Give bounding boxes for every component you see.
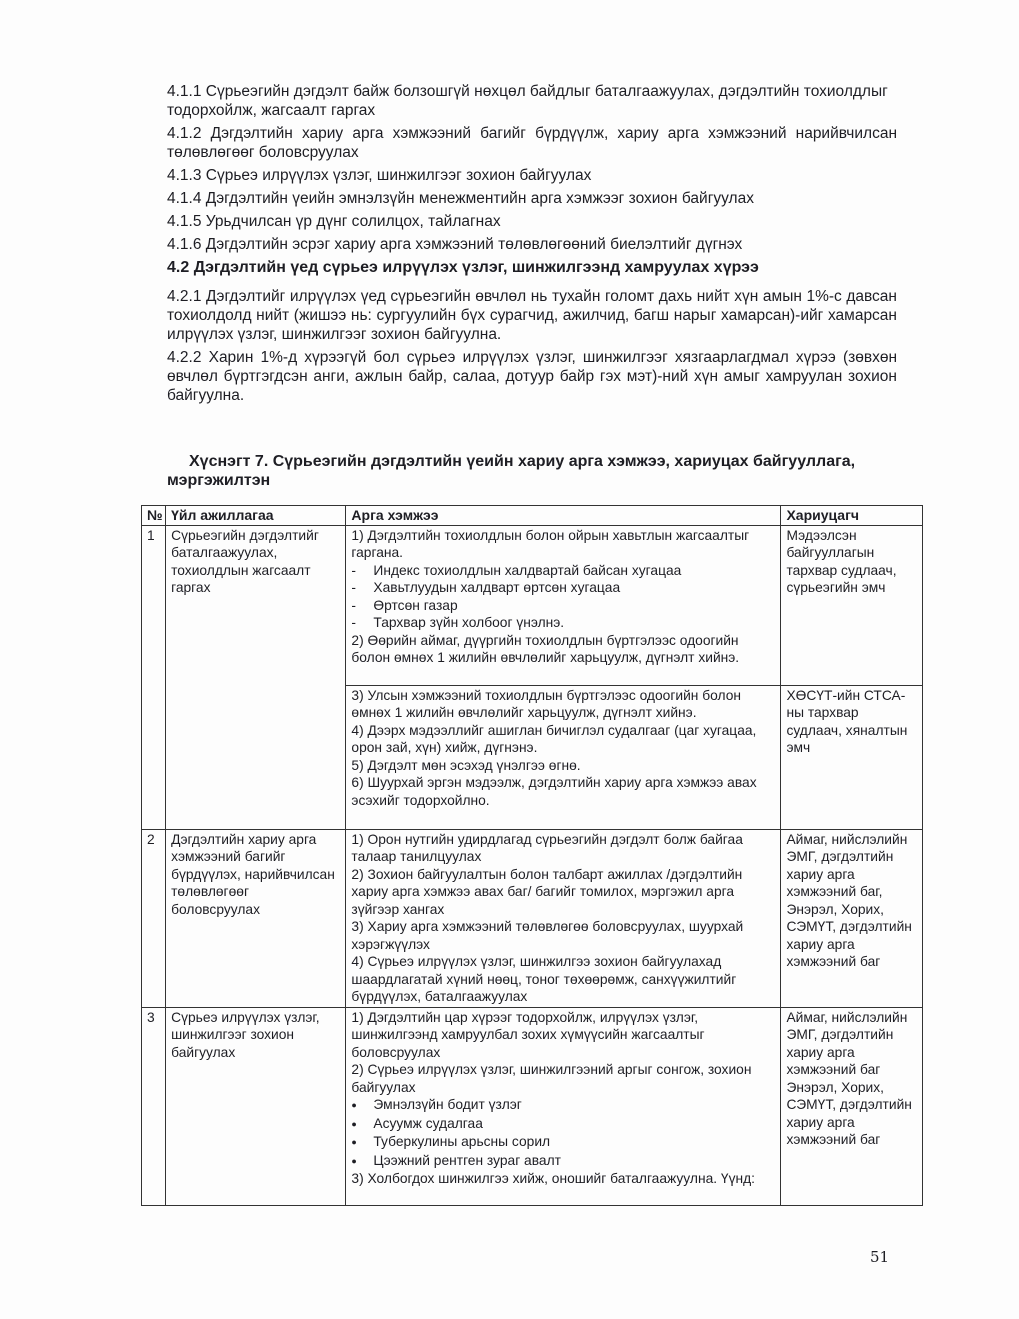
measures-table (141, 505, 923, 1206)
table-row (142, 1007, 923, 1205)
measure-item: 1) Дэгдэлтийн цар хүрээг тодорхойлж, илрүүлэх үзлэг, шинжилгээнд хамруулбал зохих хүмүүсийн жагсаалтыг боловсруулах (351, 1009, 705, 1060)
item-4-1-5: 4.1.5 Урьдчилсан үр дүнг солилцох, тайлагнах (167, 213, 501, 230)
item-4-1-6: 4.1.6 Дэгдэлтийн эсрэг хариу арга хэмжээний төлөвлөгөөний биелэлтийг дүгнэх (167, 236, 743, 253)
paragraph-4-2-1: 4.2.1 Дэгдэлтийг илрүүлэх үед сүрьеэгийн өвчлөл нь тухайн голомт дахь нийт хүн амын 1%-с давсан тохиолдолд нийт (жишээ нь: сургуулийн бүх сурагчид, ажилчид, багш нарыг хамарсан)-ийг хамарсан илрүүлэх үзлэг, шинжилгээг зохион байгуулна. (167, 288, 897, 343)
measure-item: 5) Дэгдэлт мөн эсэхэд үнэлгээ өгнө. (351, 757, 581, 773)
measure-item: 3) Улсын хэмжээний тохиолдлын бүртгэлээс одоогийн болон өмнөх 1 жилийн өвчлөлийг харьцуулж, дүгнэлт хийнэ. (351, 687, 741, 720)
row-measures (346, 525, 781, 685)
row-responsible: Мэдээлсэн байгууллагын тархвар судлаач, сүрьеэгийн эмч (781, 525, 923, 685)
responsible-part: Энэрэл, Хорих, СЭМҮТ, дэгдэлтийн хариу арга хэмжээний баг (786, 1079, 912, 1147)
row-responsible: ХӨСҮТ-ийн СТСА-ны тархвар судлаач, хяналтын эмч (781, 685, 923, 829)
dash-list-item: - Тархвар зүйн холбоог үнэлнэ. (351, 614, 775, 632)
section-heading-4-2: 4.2 Дэгдэлтийн үед сүрьеэ илрүүлэх үзлэг, шинжилгээнд хамруулах хүрээ (167, 259, 759, 276)
bullet-list-item: ● Асуумж судалгаа (351, 1115, 775, 1134)
bullet-list-item: ● Эмнэлзүйн бодит үзлэг (351, 1096, 775, 1115)
table-caption (167, 452, 897, 490)
table-caption-line2: мэргэжилтэн (167, 472, 271, 489)
row-number: 3 (142, 1007, 166, 1205)
table-caption-line1: Хүснэгт 7. Сүрьеэгийн дэгдэлтийн үеийн хариу арга хэмжээ, хариуцах байгууллага, (189, 453, 856, 470)
bullet-list-item: ● Туберкулины арьсны сорил (351, 1133, 775, 1152)
measure-item: 6) Шуурхай эргэн мэдээлж, дэгдэлтийн хариу арга хэмжээ авах эсэхийг тодорхойлно. (351, 775, 757, 808)
measure-item: 2) Өөрийн аймаг, дүүргийн тохиолдлын бүртгэлээс одоогийн болон өмнөх 1 жилийн өвчлөлийг харьцуулж, дүгнэлт хийнэ. (351, 632, 740, 665)
item-4-1-1: 4.1.1 Сүрьеэгийн дэгдэлт байж болзошгүй нөхцөл байдлыг баталгаажуулах, дэгдэлтийн тохиолдлыг тодорхойлж, жагсаалт гаргах (167, 83, 888, 119)
item-4-1-2: 4.1.2 Дэгдэлтийн хариу арга хэмжээний багийг бүрдүүлж, хариу арга хэмжээний нарийвчилсан төлөвлөгөөг боловсруулах (167, 125, 897, 161)
table-row (142, 525, 923, 685)
measure-item: 4) Дээрх мэдээллийг ашиглан бичиглэл судалгааг (цаг хугацаа, орон зай, хүн) хийж, дүгнэнэ. (351, 722, 757, 755)
page-number: 51 (870, 1248, 890, 1266)
measure-item: 4) Сүрьеэ илрүүлэх үзлэг, шинжилгээ зохион байгуулахад шаардлагатай хүний нөөц, тоног төхөөрөмж, санхүүжилтийг бүрдүүлэх, баталгаажуулах (351, 954, 737, 1004)
dash-list-item: - Индекс тохиолдлын халдвартай байсан хугацаа (351, 562, 775, 580)
bullet-list-item: ● Цээжний рентген зураг авалт (351, 1152, 775, 1171)
row-responsible (781, 1007, 923, 1205)
intro-list (167, 82, 897, 405)
measure-item: 2) Зохион байгуулалтын болон талбарт ажиллах /дэгдэлтийн хариу арга хэмжээ авах баг/ багийг томилох, мэргэжил арга зүйгээр хангах (351, 866, 743, 917)
measure-item: 3) Холбогдох шинжилгээ хийж, оношийг баталгаажуулна. Үүнд: (351, 1171, 755, 1186)
row-number: 1 (142, 525, 166, 829)
row-measures (346, 685, 781, 829)
measure-item: 1) Орон нутгийн удирдлагад сүрьеэгийн дэгдэлт болж байгаа талаар танилцуулах (351, 831, 743, 864)
item-4-1-4: 4.1.4 Дэгдэлтийн үеийн эмнэлзүйн менежментийн арга хэмжээг зохион байгуулах (167, 190, 754, 207)
measure-item: 2) Сүрьеэ илрүүлэх үзлэг, шинжилгээний аргыг сонгож, зохион байгуулах (351, 1062, 752, 1095)
row-activity: Сүрьеэ илрүүлэх үзлэг, шинжилгээг зохион байгуулах (166, 1007, 346, 1205)
table-header-row (142, 506, 923, 526)
responsible-part: Аймаг, нийслэлийн ЭМГ, дэгдэлтийн хариу арга хэмжээний баг (786, 1009, 908, 1077)
paragraph-4-2-2: 4.2.2 Харин 1%-д хүрээгүй бол сүрьеэ илрүүлэх үзлэг, шинжилгээг хязгаарлагдмал хүрээ (зөвхөн өвчлөл бүртгэгдсэн анги, ажлын байр, салаа, дотуур байр гэх мэт)-ний хүн амыг хамруулан зохион байгуулна. (167, 349, 897, 404)
header-number: № (142, 506, 166, 526)
header-activity: Үйл ажиллагаа (166, 506, 346, 526)
item-4-1-3: 4.1.3 Сүрьеэ илрүүлэх үзлэг, шинжилгээг зохион байгуулах (167, 167, 592, 184)
header-measures: Арга хэмжээ (346, 506, 781, 526)
dash-list-item: - Өртсөн газар (351, 597, 775, 615)
measure-item: 1) Дэгдэлтийн тохиолдлын болон ойрын хавьтлын жагсаалтыг гаргана. (351, 527, 750, 560)
row-measures (346, 1007, 781, 1205)
table-row (142, 829, 923, 1007)
row-number: 2 (142, 829, 166, 1007)
dash-list-item: - Хавьтлуудын халдварт өртсөн хугацаа (351, 579, 775, 597)
header-responsible: Хариуцагч (781, 506, 923, 526)
row-activity: Дэгдэлтийн хариу арга хэмжээний багийг бүрдүүлэх, нарийвчилсан төлөвлөгөөг боловсруулах (166, 829, 346, 1007)
row-activity: Сүрьеэгийн дэгдэлтийг баталгаажуулах, тохиолдлын жагсаалт гаргах (166, 525, 346, 829)
row-measures (346, 829, 781, 1007)
row-responsible: Аймаг, нийслэлийн ЭМГ, дэгдэлтийн хариу арга хэмжээний баг, Энэрэл, Хорих, СЭМҮТ, дэгдэлтийн хариу арга хэмжээний баг (781, 829, 923, 1007)
measure-item: 3) Хариу арга хэмжээний төлөвлөгөө боловсруулах, шуурхай хэрэгжүүлэх (351, 919, 744, 952)
